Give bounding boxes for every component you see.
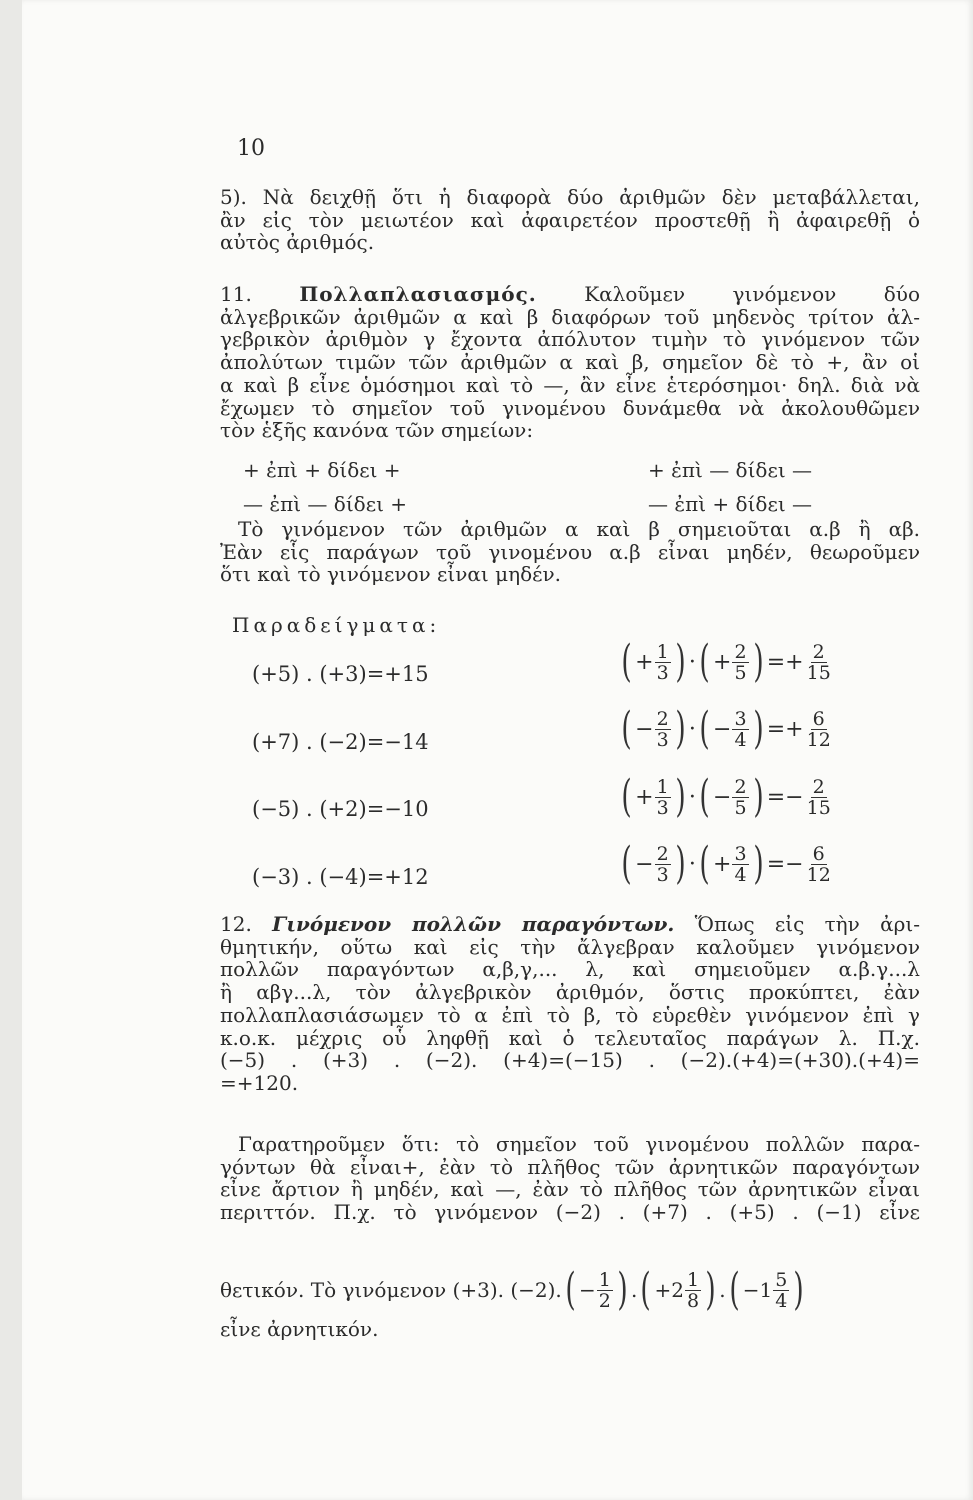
fraction-denominator: 4: [775, 1289, 788, 1312]
fraction: [773, 1270, 789, 1311]
text-line: ἔχωμεν τὸ σημεῖον τοῦ γινομένου δυνάμεθα νὰ ἀκολουθῶμεν: [220, 395, 920, 420]
fraction-numerator: 1: [656, 775, 669, 798]
fraction-sign: +: [713, 851, 732, 877]
fraction-denominator: 15: [806, 796, 831, 819]
section-title: Πολλαπλασιασμός.: [299, 282, 537, 306]
result-sign: =−: [766, 784, 804, 810]
sign-rule: — ἐπὶ + δίδει —: [648, 492, 813, 516]
section-number: 11.: [220, 282, 252, 306]
fraction: [732, 844, 748, 885]
text-line: =+120.: [220, 1070, 299, 1095]
fraction-denominator: 8: [687, 1289, 700, 1312]
fraction-sign: −1: [742, 1278, 773, 1302]
text-line: τὸν ἑξῆς κανόνα τῶν σημείων:: [220, 418, 534, 443]
fraction-numerator: 2: [656, 707, 669, 730]
fraction-numerator: 3: [734, 707, 747, 730]
exercise-5: [220, 186, 920, 254]
fraction: [597, 1270, 613, 1311]
fraction-sign: −: [713, 784, 732, 810]
example-fraction: ( − $\frac{2}{3}$ ) · ( − $\frac{3}{4}$ ) =+ $\frac{6}{12}$: [621, 703, 831, 754]
fraction: [805, 844, 833, 885]
result-sign: =−: [766, 851, 804, 877]
example-integer: (+5) . (+3)=+15: [252, 662, 429, 686]
text-line: πολλαπλασιάσωμεν τὸ α ἐπὶ τὸ β, τὸ εὑρεθὲν γινόμενον ἐπὶ γ: [220, 1002, 920, 1027]
fraction: [655, 709, 671, 750]
section-title: Γινόμενον πολλῶν παραγόντων.: [272, 912, 675, 936]
fraction-numerator: 1: [687, 1268, 700, 1291]
sign-rule: + ἐπὶ + δίδει +: [243, 458, 401, 482]
text-line: Ὅπως εἰς τὴν ἀρι-: [694, 912, 920, 936]
fraction-sign: −: [578, 1278, 596, 1302]
fraction-denominator: 15: [806, 661, 831, 684]
fraction-denominator: 3: [656, 728, 669, 751]
text-line: ὅτι καὶ τὸ γινόμενον εἶναι μηδέν.: [220, 562, 562, 587]
fraction: [655, 777, 671, 818]
fraction-factor: ( −1 $\frac{5}{4}$ ): [729, 1264, 805, 1315]
example-fraction: ( − $\frac{2}{3}$ ) · ( + $\frac{3}{4}$ ) =− $\frac{6}{12}$: [621, 838, 831, 889]
fraction-sign: −: [713, 716, 732, 742]
fraction: [655, 844, 671, 885]
fraction-denominator: 3: [656, 661, 669, 684]
fraction-denominator: 12: [806, 863, 831, 886]
text-line: αὐτὸς ἀριθμός.: [220, 230, 375, 255]
fraction-factor: ( − $\frac{1}{2}$ ) .: [565, 1264, 638, 1315]
fraction-numerator: 2: [812, 775, 825, 798]
fraction: [685, 1270, 701, 1311]
section-11-heading-line: [220, 283, 920, 306]
text-line: ἀπολύτων τιμῶν τῶν ἀριθμῶν α καὶ β, σημεῖον δὲ τὸ +, ἂν οἱ: [220, 350, 920, 375]
sign-rule: — ἐπὶ — δίδει +: [243, 492, 408, 516]
text-line: ἀλγεβρικῶν ἀριθμῶν α καὶ β διαφόρων τοῦ μηδενὸς τρίτον ἀλ-: [220, 304, 920, 329]
section-12-heading-line: [220, 913, 920, 936]
text-line: α καὶ β εἶνε ὁμόσημοι καὶ τὸ —, ἂν εἶνε ἑτερόσημοι· δηλ. διὰ νὰ: [220, 372, 920, 397]
result-sign: =+: [766, 716, 804, 742]
text-line: περιττόν. Π.χ. τὸ γινόμενον (−2) . (+7) . (+5) . (−1) εἶνε: [220, 1200, 920, 1225]
remark: [220, 1133, 920, 1224]
text-line: ἂν εἰς τὸν μειωτέον καὶ ἀφαιρετέον προστεθῇ ἢ ἀφαιρεθῇ ὁ: [220, 207, 920, 232]
sign-rule: + ἐπὶ — δίδει —: [648, 458, 813, 482]
fraction-sign: −: [635, 851, 654, 877]
fraction: [805, 642, 833, 683]
fraction-numerator: 6: [812, 707, 825, 730]
fraction-factor: ( +2 $\frac{1}{8}$ ) .: [640, 1264, 726, 1315]
fraction-numerator: 2: [734, 640, 747, 663]
fraction-numerator: 5: [775, 1268, 788, 1291]
final-line: εἶνε ἀρνητικόν.: [220, 1317, 379, 1341]
fraction-numerator: 3: [734, 842, 747, 865]
fraction-denominator: 12: [806, 728, 831, 751]
fraction: [732, 642, 748, 683]
text-line: Γαρατηροῦμεν ὅτι: τὸ σημεῖον τοῦ γινομένου πολλῶν παρα-: [238, 1132, 920, 1156]
page-number: 10: [237, 136, 265, 161]
text-line: Καλοῦμεν γινόμενον δύο: [584, 282, 920, 306]
fraction: [732, 709, 748, 750]
fraction-denominator: 5: [734, 661, 747, 684]
section-11: [220, 283, 920, 442]
fraction: [655, 642, 671, 683]
fraction: [732, 777, 748, 818]
fraction-numerator: 1: [656, 640, 669, 663]
text-line: γόντων θὰ εἶναι+, ἐὰν τὸ πλῆθος τῶν ἀρνητικῶν παραγόντων: [220, 1154, 920, 1179]
negative-product-example: [220, 1264, 920, 1315]
text-line: Ἐὰν εἷς παράγων τοῦ γινομένου α.β εἶναι μηδέν, θεωροῦμεν: [220, 539, 920, 564]
text-line: θετικόν. Τὸ γινόμενον (+3). (−2).: [220, 1278, 562, 1302]
fraction-denominator: 3: [656, 863, 669, 886]
fraction-denominator: 4: [734, 728, 747, 751]
fraction-numerator: 1: [598, 1268, 611, 1291]
text-line: πολλῶν παραγόντων α,β,γ,... λ, καὶ σημειοῦμεν α.β.γ...λ: [220, 957, 920, 982]
examples-label: Παραδείγματα:: [232, 613, 441, 637]
fraction-sign: +: [635, 649, 654, 675]
fraction-denominator: 5: [734, 796, 747, 819]
example-integer: (+7) . (−2)=−14: [252, 730, 429, 754]
result-sign: =+: [766, 649, 804, 675]
section-12: [220, 913, 920, 1095]
text-line: (−5) . (+3) . (−2). (+4)=(−15) . (−2).(+4)=(+30).(+4)=: [220, 1048, 920, 1073]
text-line: θμητικήν, οὕτω καὶ εἰς τὴν ἄλγεβραν καλοῦμεν γινόμενον: [220, 934, 920, 959]
fraction-numerator: 2: [734, 775, 747, 798]
text-line: 5). Νὰ δειχθῇ ὅτι ἡ διαφορὰ δύο ἀριθμῶν δὲν μεταβάλλεται,: [220, 185, 920, 209]
text-line: ἢ αβγ...λ, τὸν ἀλγεβρικὸν ἀριθμόν, ὅστις προκύπτει, ἐὰν: [220, 980, 920, 1005]
section-11-notation: [220, 518, 920, 586]
example-integer: (−5) . (+2)=−10: [252, 797, 429, 821]
fraction-sign: +: [713, 649, 732, 675]
example-integer: (−3) . (−4)=+12: [252, 865, 429, 889]
fraction-numerator: 2: [812, 640, 825, 663]
fraction-denominator: 2: [598, 1289, 611, 1312]
fraction-numerator: 2: [656, 842, 669, 865]
fraction-denominator: 4: [734, 863, 747, 886]
fraction-sign: −: [635, 716, 654, 742]
example-fraction: ( + $\frac{1}{3}$ ) · ( − $\frac{2}{5}$ ) =− $\frac{2}{15}$: [621, 771, 831, 822]
fraction-numerator: 6: [812, 842, 825, 865]
fraction-sign: +2: [654, 1278, 684, 1302]
text-line: εἶνε ἄρτιον ἢ μηδέν, καὶ —, ἐὰν τὸ πλῆθος τῶν ἀρνητικῶν εἶναι: [220, 1177, 920, 1202]
text-line: κ.ο.κ. μέχρις οὗ ληφθῇ καὶ ὁ τελευταῖος παράγων λ. Π.χ.: [220, 1025, 920, 1050]
example-fraction: ( + $\frac{1}{3}$ ) · ( + $\frac{2}{5}$ ) =+ $\frac{2}{15}$: [621, 636, 831, 687]
fraction: [805, 777, 833, 818]
text-line: γεβρικὸν ἀριθμὸν γ ἔχοντα ἀπόλυτον τιμὴν τὸ γινόμενον τῶν: [220, 327, 920, 352]
fraction-denominator: 3: [656, 796, 669, 819]
fraction: [805, 709, 833, 750]
text-line: Τὸ γινόμενον τῶν ἀριθμῶν α καὶ β σημειοῦται α.β ἢ αβ.: [238, 517, 920, 541]
section-number: 12.: [220, 912, 252, 936]
fraction-sign: +: [635, 784, 654, 810]
